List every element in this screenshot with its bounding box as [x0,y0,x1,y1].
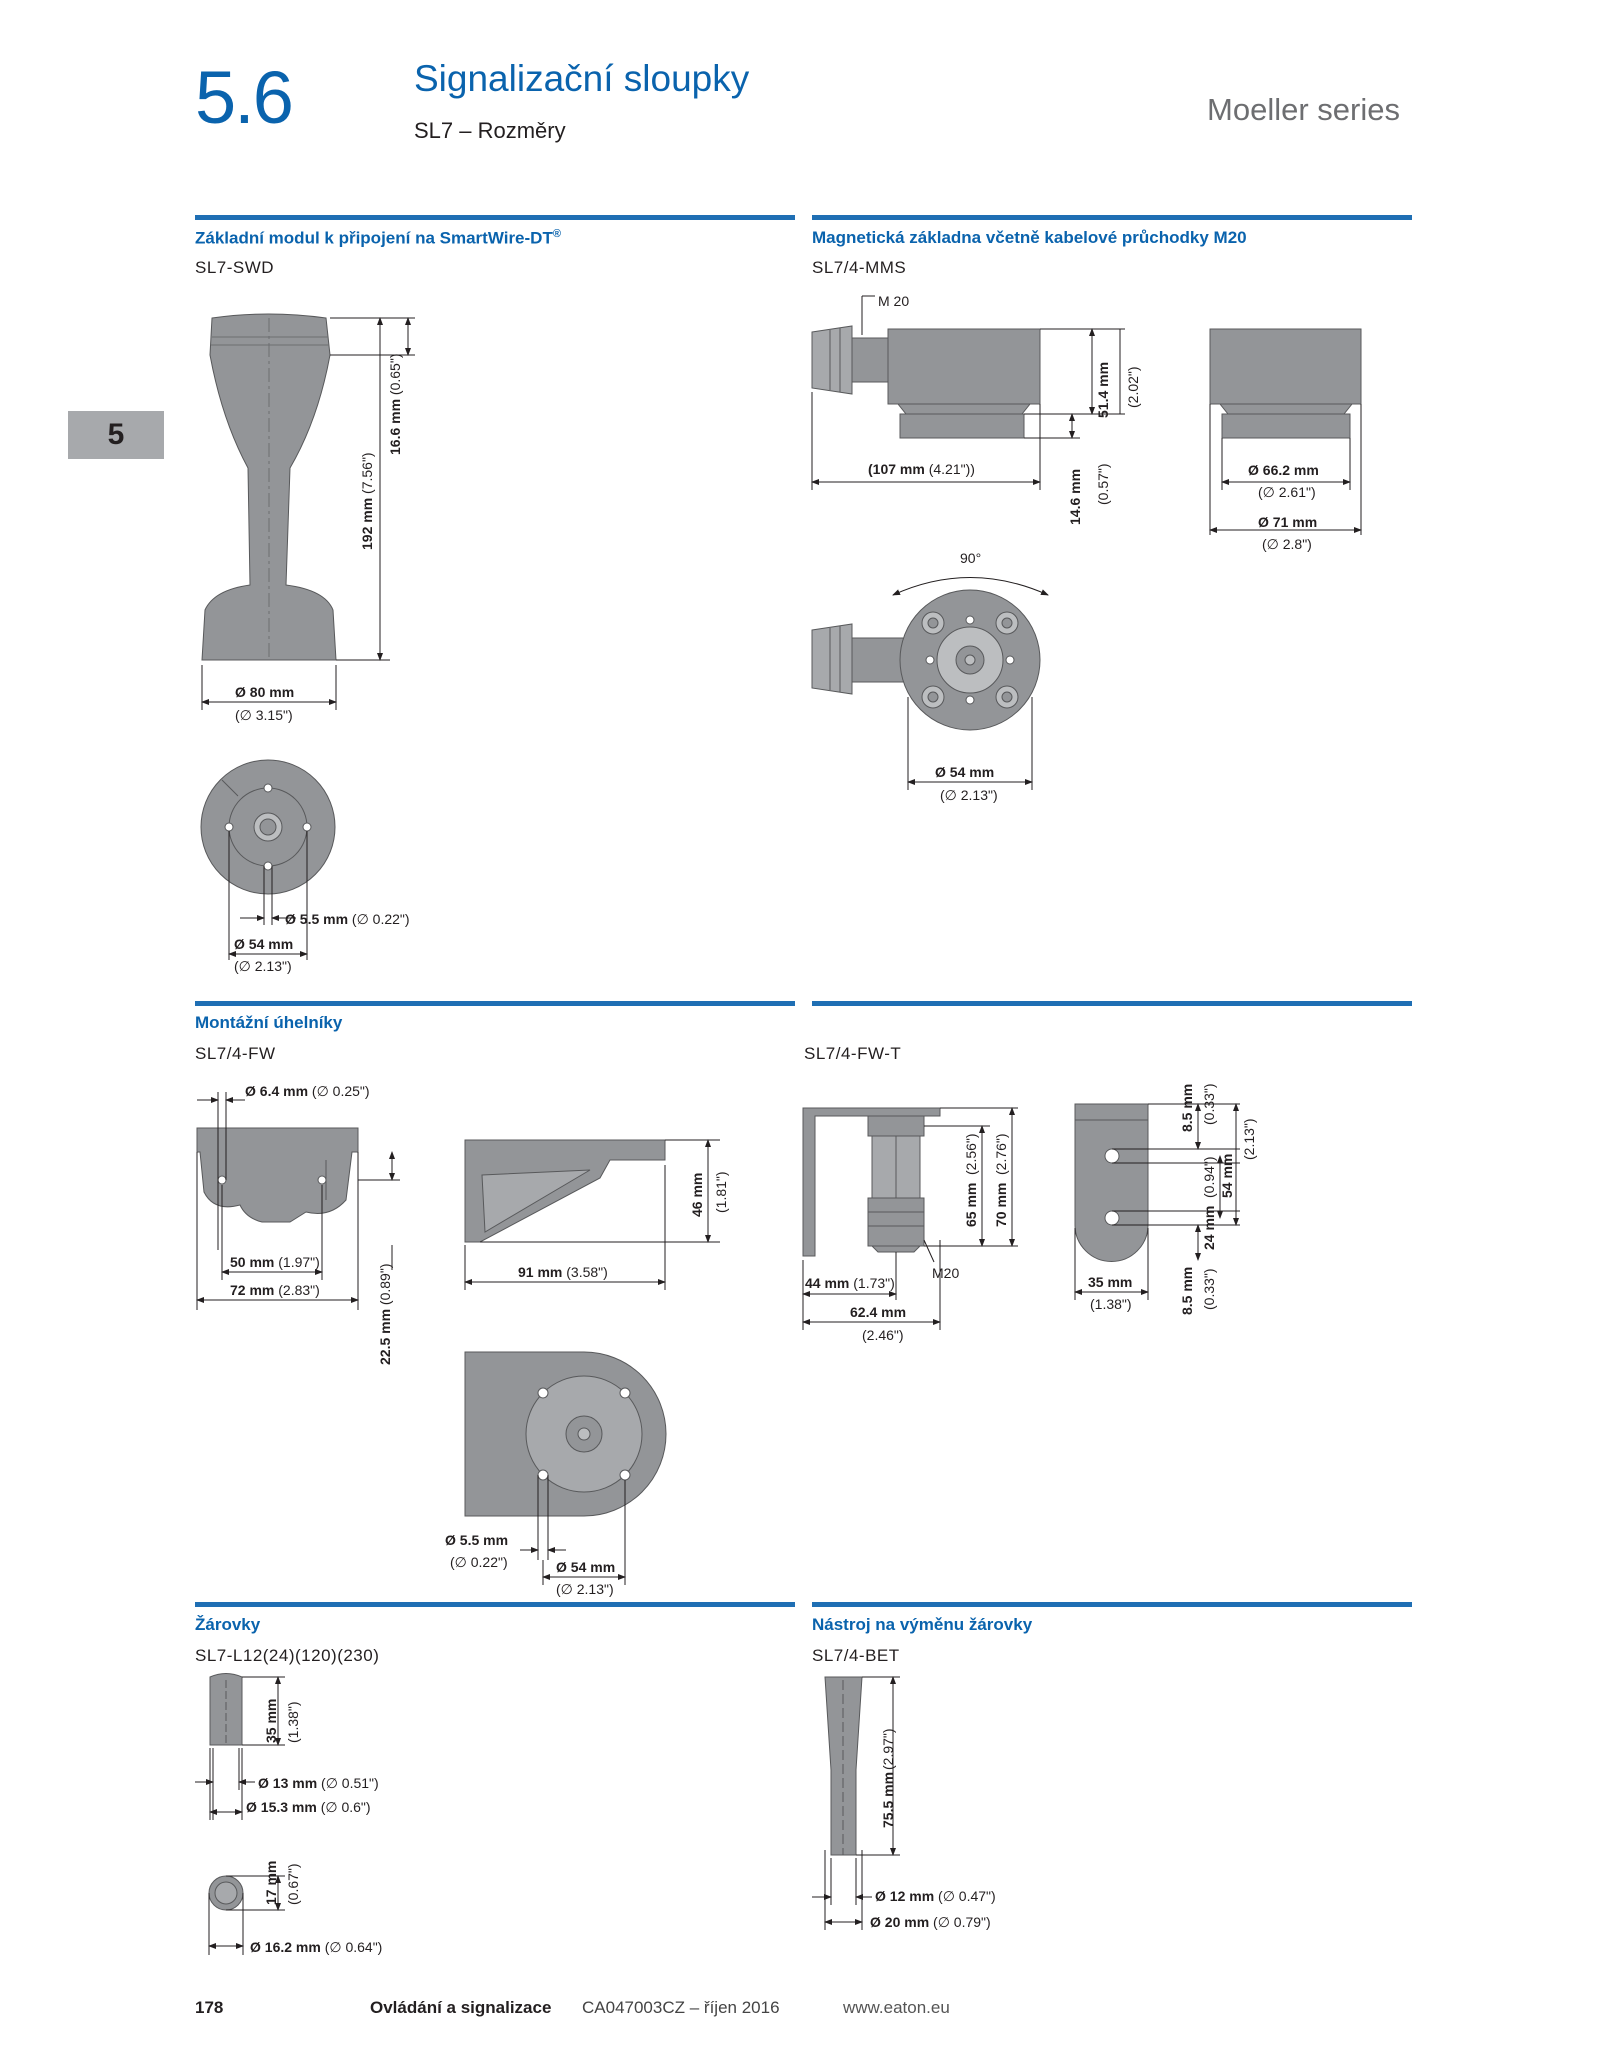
dim-label: 16.6 mm (0.65") [387,353,403,455]
dim-label: 8.5 mm [1179,1083,1195,1132]
fw-front-drawing [197,1128,358,1222]
dim-label: 14.6 mm [1067,468,1083,525]
dim-label: 50 mm (1.97") [230,1254,320,1270]
dim-label: Ø 6.4 mm (∅ 0.25") [245,1083,370,1099]
dim-label: (∅ 2.8") [1262,536,1312,552]
dim-label: Ø 71 mm [1258,514,1318,530]
dim-label: 72 mm (2.83") [230,1282,320,1298]
footer-doc: CA047003CZ – říjen 2016 [582,1998,780,2017]
dim-label: (0.33") [1201,1268,1217,1310]
fwt-front-drawing [1075,1104,1148,1261]
swd-bottom-drawing [201,760,335,894]
dim-label: 35 mm [1088,1274,1133,1290]
footer-url[interactable]: www.eaton.eu [843,1998,950,2017]
dim-label: (∅ 2.13") [234,958,292,974]
dim-label: (2.02") [1125,366,1141,408]
dim-label: Ø 13 mm (∅ 0.51") [258,1775,379,1791]
dim-label: 70 mm [993,1182,1009,1227]
dim-label: (2.13") [1241,1118,1257,1160]
product-code-swd: SL7-SWD [195,258,275,277]
dim-label: Ø 80 mm [235,684,295,700]
footer-title: Ovládání a signalizace [370,1998,552,2017]
dim-label: 75.5 mm [880,1771,896,1828]
product-code-fw: SL7/4-FW [195,1044,276,1063]
dim-label: M20 [932,1265,960,1281]
dim-label: Ø 54 mm [234,936,294,952]
dim-label: (1.38") [1090,1296,1132,1312]
dim-label: 51.4 mm [1095,361,1111,418]
product-code-lamps: SL7-L12(24)(120)(230) [195,1646,380,1665]
fw-top-drawing [465,1352,666,1516]
mms-side-drawing [812,326,1040,438]
dim-label: 91 mm (3.58") [518,1264,608,1280]
dim-label: (∅ 2.61") [1258,484,1316,500]
dim-label: Ø 15.3 mm (∅ 0.6") [246,1799,371,1815]
dim-label: Ø 54 mm [935,764,995,780]
mms-front-drawing [1210,329,1361,438]
section-heading-bet: Nástroj na výměnu žárovky [812,1615,1033,1634]
dim-label: (∅ 3.15") [235,707,293,723]
dim-label: (∅ 0.22") [450,1554,508,1570]
dim-label: (2.97") [880,1728,896,1770]
dim-label: Ø 66.2 mm [1248,462,1319,478]
page-number: 178 [195,1998,224,2017]
dim-label: 192 mm (7.56") [359,452,375,550]
section-heading-mms: Magnetická základna včetně kabelové průchodky M20 [812,228,1247,247]
series-label: Moeller series [1207,92,1400,127]
dim-label: 22.5 mm (0.89") [377,1263,393,1365]
dim-label: (1.81") [713,1171,729,1213]
dim-label: 62.4 mm [850,1304,907,1320]
dim-label: 8.5 mm [1179,1266,1195,1315]
dim-label: Ø 5.5 mm (∅ 0.22") [285,911,410,927]
product-code-fwt: SL7/4-FW-T [804,1044,902,1063]
dim-label: (2.46") [862,1327,904,1343]
dim-label: 17 mm [263,1860,279,1905]
dim-label: Ø 20 mm (∅ 0.79") [870,1914,991,1930]
dim-label: (2.56") [963,1133,979,1175]
section-number: 5.6 [195,56,292,139]
section-heading-swd: Základní modul k připojení na SmartWire-DT® [195,228,561,248]
fw-side-drawing [465,1140,665,1242]
chapter-tab[interactable]: 5 [68,411,164,459]
dim-label: (1.38") [285,1701,301,1743]
dim-label: 35 mm [263,1698,279,1743]
section-heading-lamps: Žárovky [195,1615,261,1634]
mms-top-drawing [812,590,1040,730]
dim-label: 65 mm [963,1182,979,1227]
dim-label: 46 mm [689,1172,705,1217]
bet-drawing [825,1677,862,1855]
dim-label: M 20 [878,293,910,309]
fwt-side-drawing [803,1108,940,1256]
dim-label: (2.76") [993,1133,1009,1175]
dim-label: (0.33") [1201,1083,1217,1125]
swd-side-drawing [202,314,336,660]
page-subtitle: SL7 – Rozměry [414,118,566,143]
dim-label: (∅ 2.13") [556,1581,614,1597]
dim-label: Ø 54 mm [556,1559,616,1575]
product-code-bet: SL7/4-BET [812,1646,900,1665]
dim-label: Ø 16.2 mm (∅ 0.64") [250,1939,383,1955]
product-code-mms: SL7/4-MMS [812,258,907,277]
lamp-side-drawing [210,1674,242,1746]
dim-label: (0.57") [1095,463,1111,505]
dim-label: (107 mm (4.21")) [868,461,975,477]
dim-label: (0.94") [1201,1156,1217,1198]
dim-label: Ø 12 mm (∅ 0.47") [875,1888,996,1904]
dim-label: 54 mm [1219,1153,1235,1198]
dim-label: (0.67") [285,1863,301,1905]
section-heading-fw: Montážní úhelníky [195,1013,343,1032]
dim-label: Ø 5.5 mm [445,1532,509,1548]
dim-label: 90° [960,550,982,566]
lamp-top-drawing [209,1876,243,1910]
dim-label: (∅ 2.13") [940,787,998,803]
dim-label: 44 mm (1.73") [805,1275,895,1291]
dim-label: 24 mm [1201,1205,1217,1250]
page-title: Signalizační sloupky [414,58,750,99]
